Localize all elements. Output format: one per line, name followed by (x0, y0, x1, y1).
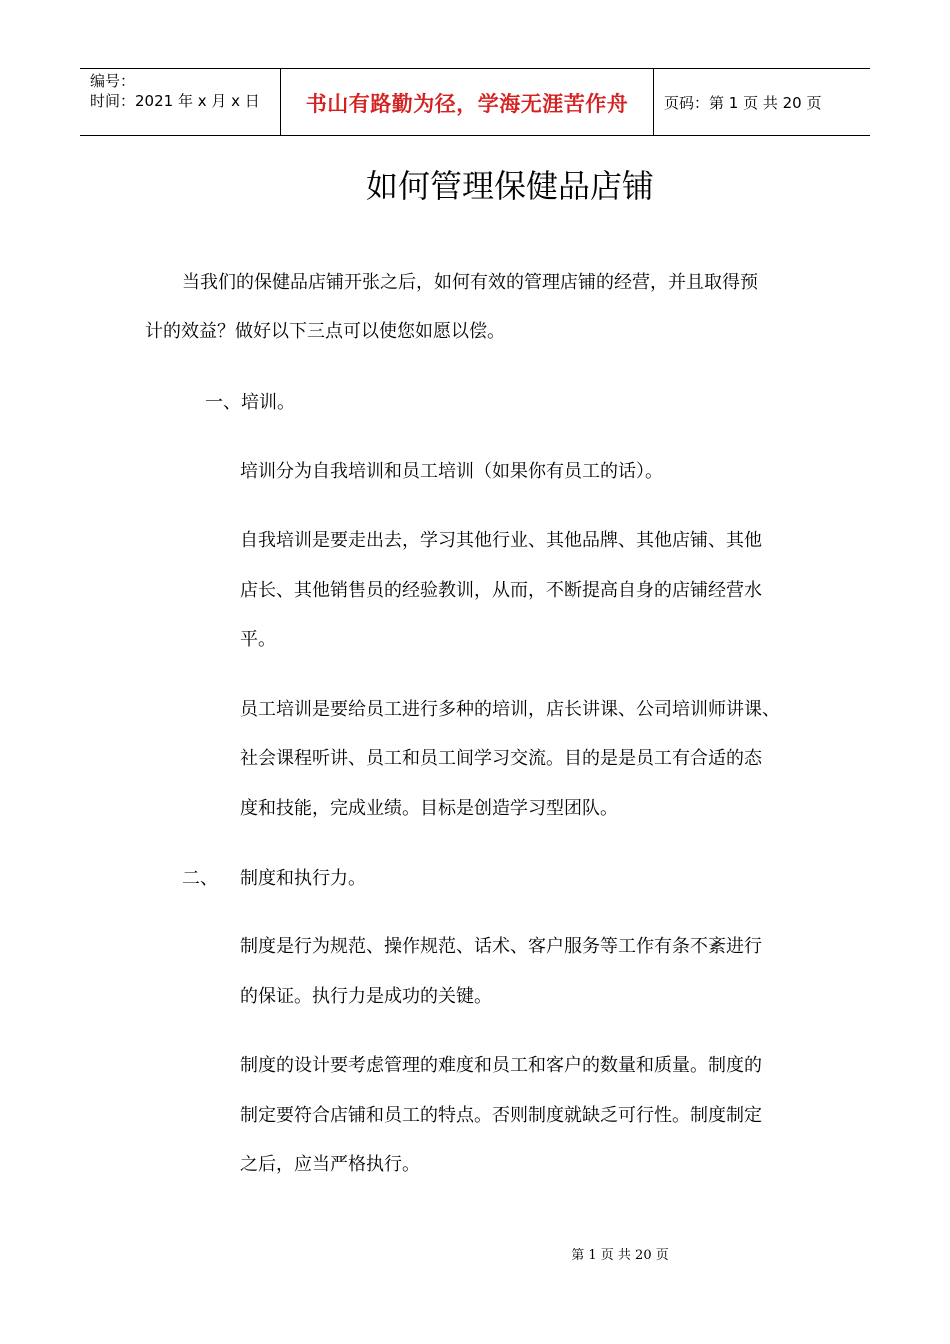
header-left-cell (80, 69, 281, 135)
paragraph-line: 自我培训是要走出去，学习其他行业、其他品牌、其他店铺、其他 (240, 530, 762, 551)
paragraph-line: 之后，应当严格执行。 (240, 1154, 420, 1175)
paragraph-line: 制度是行为规范、操作规范、话术、客户服务等工作有条不紊进行 (240, 936, 762, 957)
intro-line: 当我们的保健品店铺开张之后，如何有效的管理店铺的经营，并且取得预 (182, 272, 758, 293)
paragraph-line: 员工培训是要给员工进行多种的培训，店长讲课、公司培训师讲课、 (240, 699, 780, 720)
document-title: 如何管理保健品店铺 (365, 167, 654, 205)
paragraph-line: 平。 (240, 629, 276, 650)
page-footer: 第 1 页 共 20 页 (571, 1248, 669, 1263)
paragraph-line: 制定要符合店铺和员工的特点。否则制度就缺乏可行性。制度制定 (240, 1105, 762, 1126)
section-heading: 一、培训。 (205, 392, 295, 413)
document-number-label: 编号： (90, 72, 136, 90)
paragraph-line: 的保证。执行力是成功的关键。 (240, 986, 492, 1007)
paragraph-line: 培训分为自我培训和员工培训（如果你有员工的话）。 (240, 461, 663, 482)
intro-line: 计的效益？做好以下三点可以使您如愿以偿。 (145, 321, 505, 342)
section-number: 二、 (182, 868, 218, 889)
paragraph-line: 度和技能，完成业绩。目标是创造学习型团队。 (240, 798, 618, 819)
document-header (80, 68, 870, 136)
header-page-info: 页码：第 1 页 共 20 页 (664, 94, 822, 112)
paragraph-line: 制度的设计要考虑管理的难度和员工和客户的数量和质量。制度的 (240, 1055, 762, 1076)
paragraph-line: 店长、其他销售员的经验教训，从而，不断提高自身的店铺经营水 (240, 580, 762, 601)
section-heading: 制度和执行力。 (240, 868, 366, 889)
header-motto: 书山有路勤为径，学海无涯苦作舟 (281, 69, 654, 135)
paragraph-line: 社会课程听讲、员工和员工间学习交流。目的是是员工有合适的态 (240, 748, 762, 769)
document-date-label: 时间：2021 年 x 月 x 日 (90, 92, 260, 110)
